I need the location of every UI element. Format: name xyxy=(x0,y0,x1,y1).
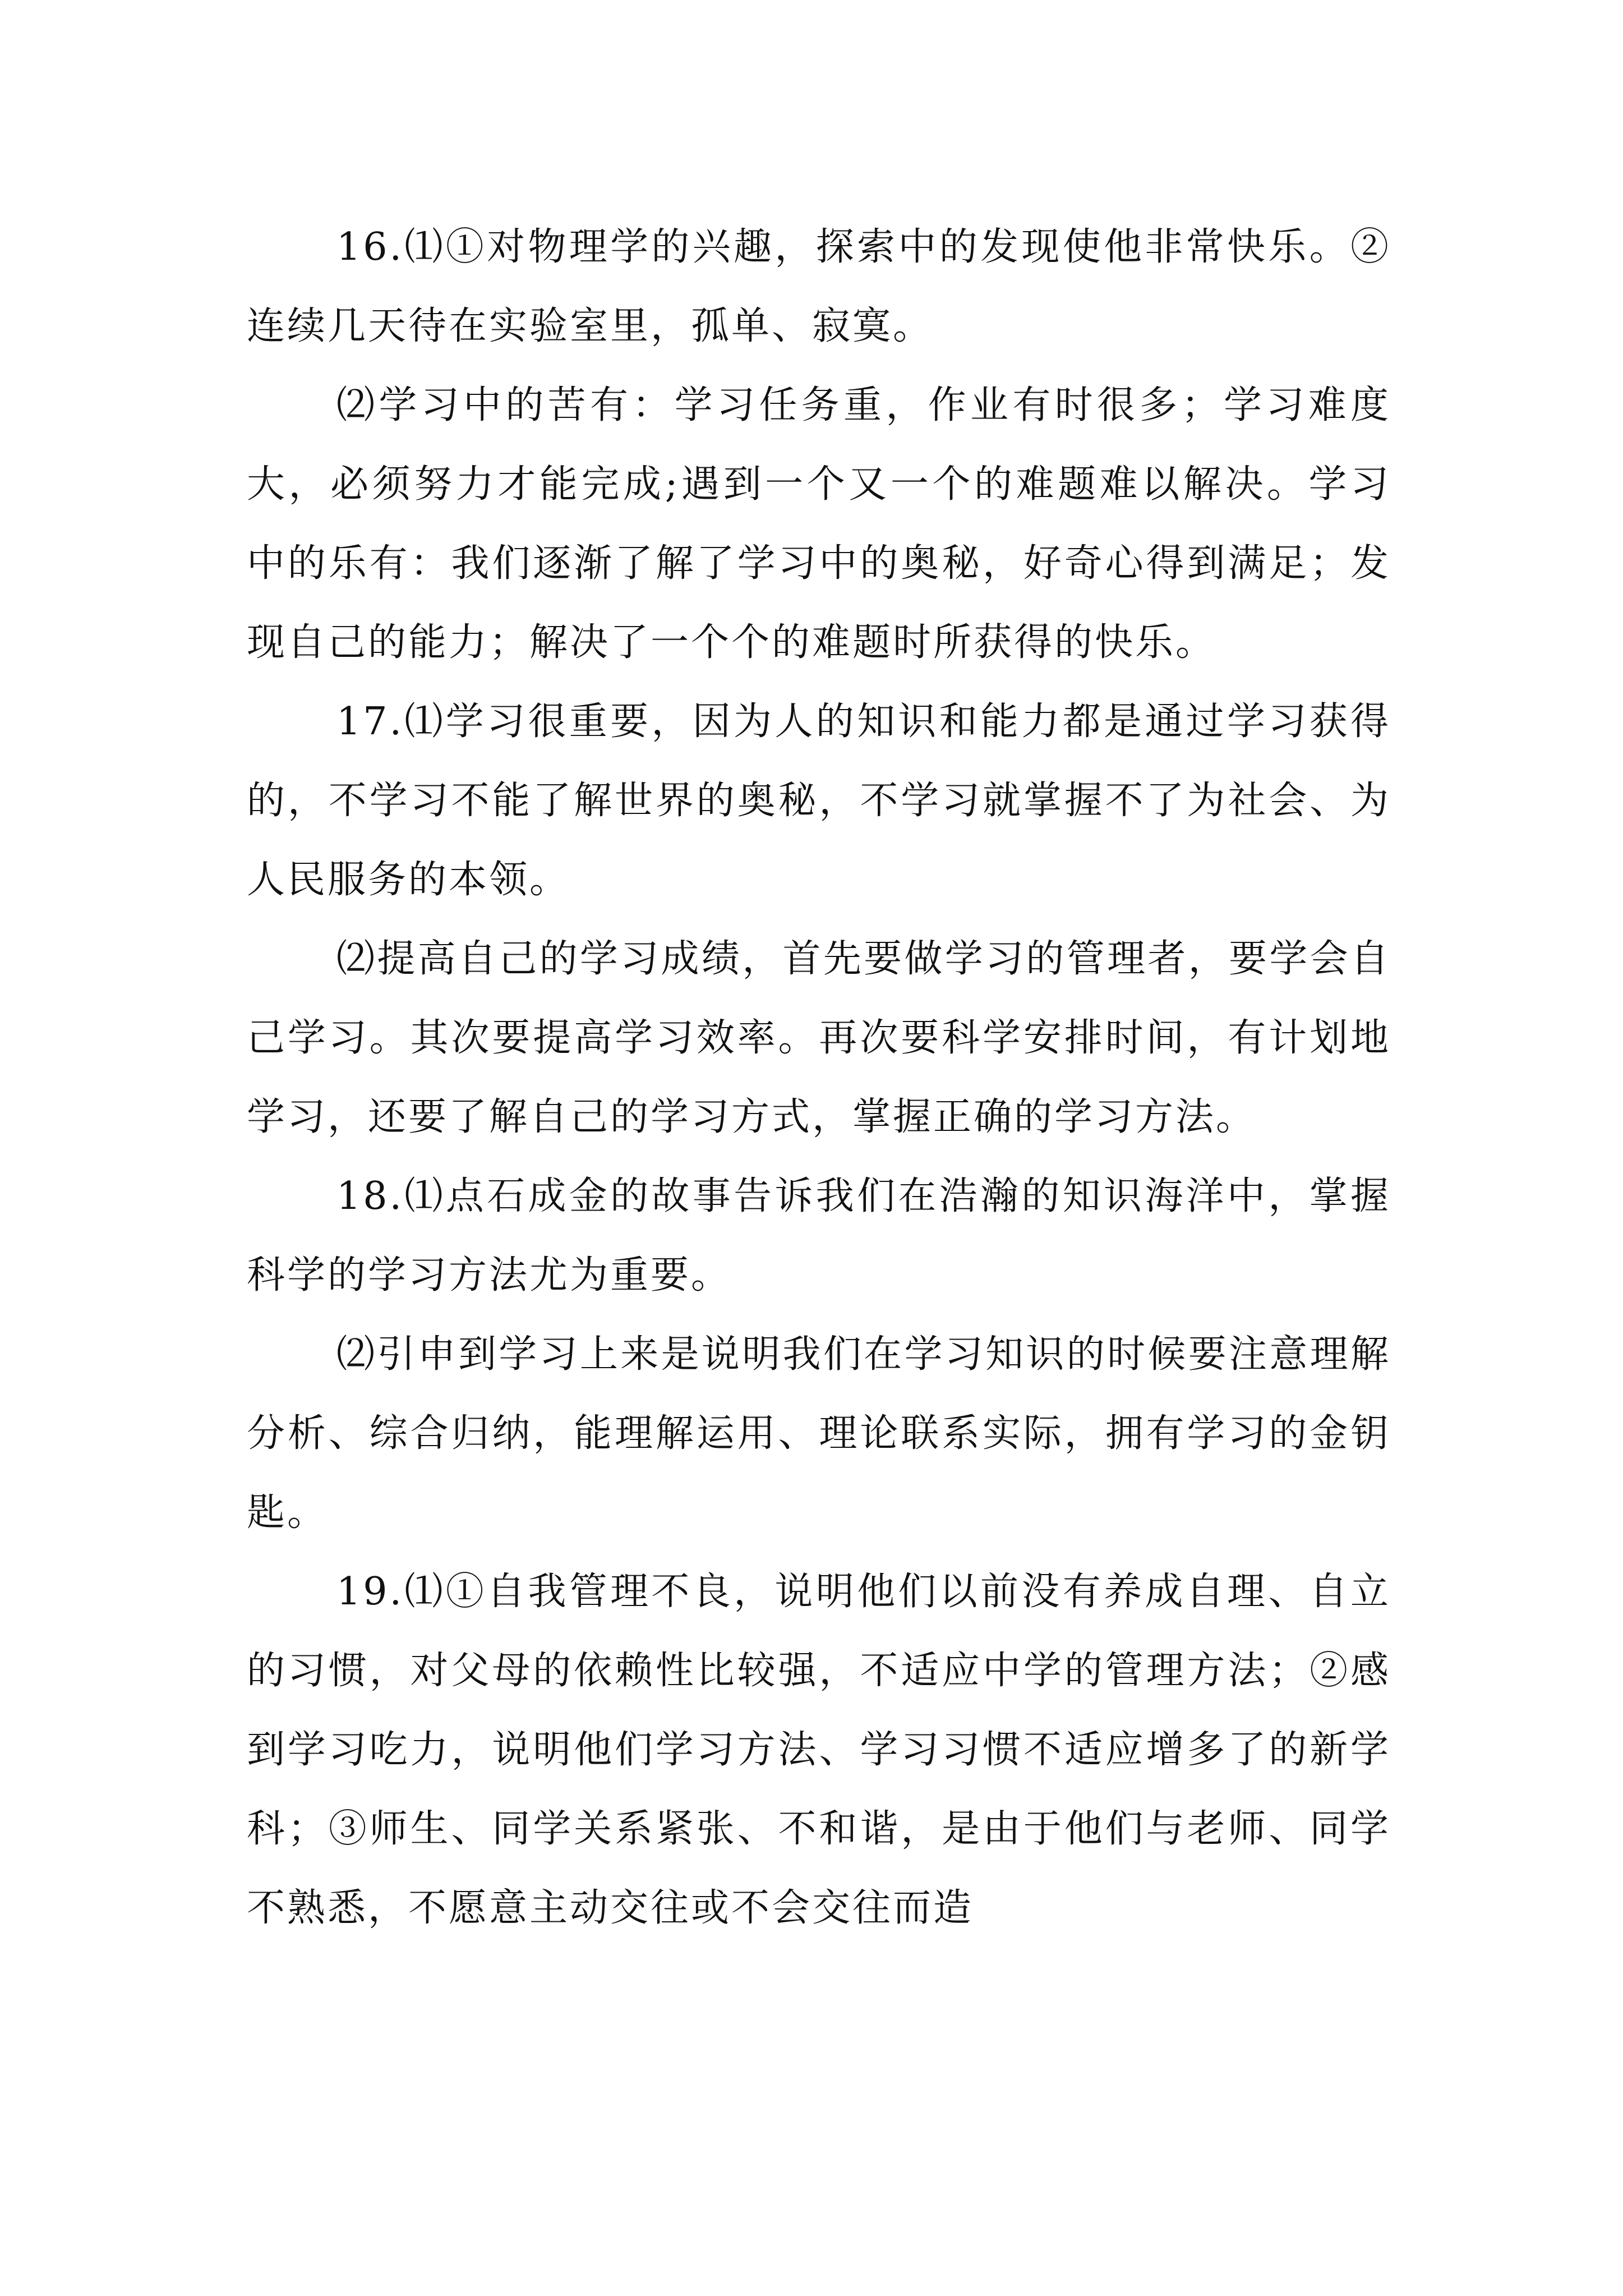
paragraph-17-2: ⑵提高自己的学习成绩，首先要做学习的管理者，要学会自己学习。其次要提高学习效率。再次要科学安排时间，有计划地学习，还要了解自己的学习方式，掌握正确的学习方法。 xyxy=(247,937,1391,1139)
paragraph-19-1: 19.⑴①自我管理不良，说明他们以前没有养成自理、自立的习惯，对父母的依赖性比较强，不适应中学的管理方法；②感到学习吃力，说明他们学习方法、学习习惯不适应增多了的新学科；③师生、同学关系紧张、不和谐，是由于他们与老师、同学不熟悉，不愿意主动交往或不会交往而造 xyxy=(247,1570,1391,1930)
paragraph-18-2: ⑵引申到学习上来是说明我们在学习知识的时候要注意理解分析、综合归纳，能理解运用、理论联系实际，拥有学习的金钥匙。 xyxy=(247,1332,1391,1535)
paragraph-16-1: 16.⑴①对物理学的兴趣，探索中的发现使他非常快乐。②连续几天待在实验室里，孤单、寂寞。 xyxy=(247,225,1391,348)
answer-text-body xyxy=(247,208,1391,1948)
paragraph-18-1: 18.⑴点石成金的故事告诉我们在浩瀚的知识海洋中，掌握科学的学习方法尤为重要。 xyxy=(247,1174,1391,1297)
paragraph-17-1: 17.⑴学习很重要，因为人的知识和能力都是通过学习获得的，不学习不能了解世界的奥秘，不学习就掌握不了为社会、为人民服务的本领。 xyxy=(247,700,1391,902)
paragraph-16-2: ⑵学习中的苦有：学习任务重，作业有时很多；学习难度大，必须努力才能完成;遇到一个又一个的难题难以解决。学习中的乐有：我们逐渐了解了学习中的奥秘，好奇心得到满足；发现自己的能力；解决了一个个的难题时所获得的快乐。 xyxy=(247,383,1391,665)
